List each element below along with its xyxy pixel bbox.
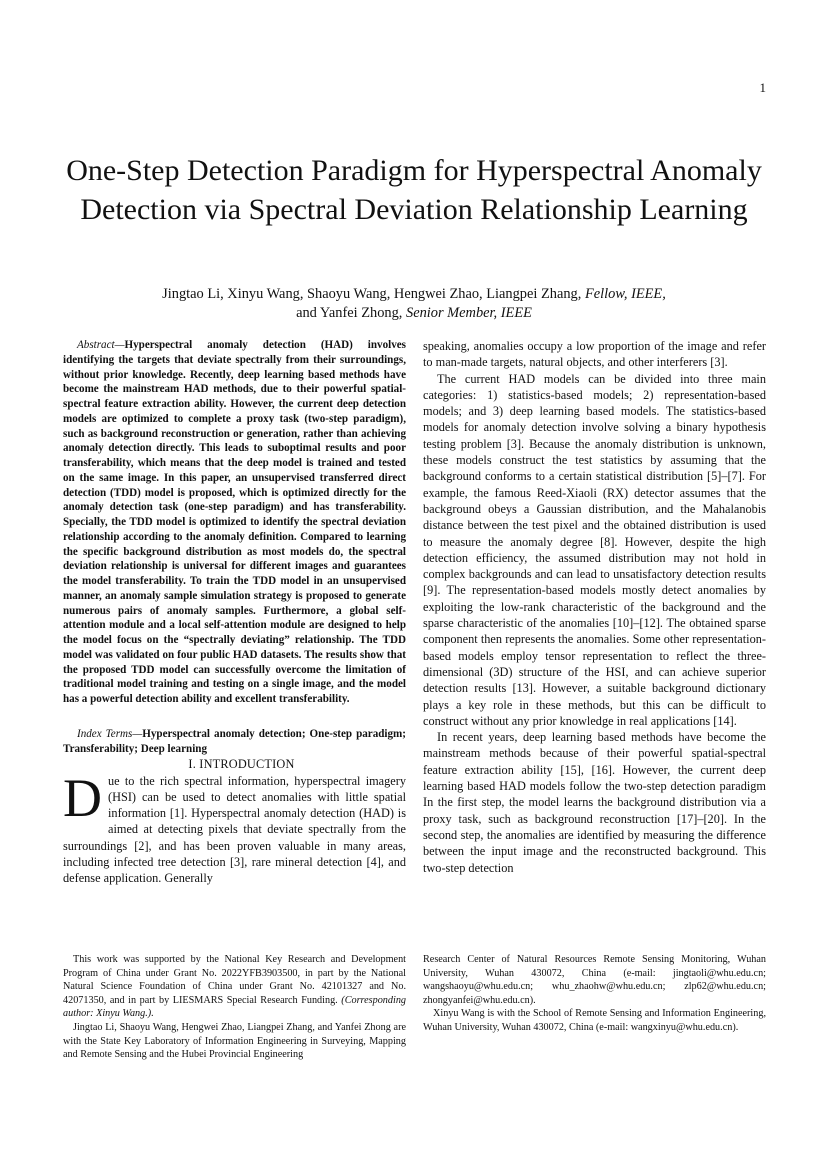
footnote-affiliation-continued: Research Center of Natural Resources Remote Sensing Monitoring, Wuhan University, Wuhan 430072, China (e-mail: jingtaoli@whu.edu.cn; wangshaoyu@whu.edu.cn; whu_zhaohw@whu.edu.cn; zlp62@whu.edu.cn; zhongyanfei@whu.edu.cn). [423,954,766,1006]
footnote-right [423,953,766,1035]
intro-paragraph-1 [63,767,406,887]
corresponding-author: (Corresponding author: Xinyu Wang.). [63,994,407,1020]
author-title-line2: Senior Member, IEEE [406,305,532,321]
author-names-line1: Jingtao Li, Xinyu Wang, Shaoyu Wang, Hengwei Zhao, Liangpei Zhang, [162,286,582,302]
right-column [423,338,766,876]
paper-title: One-Step Detection Paradigm for Hyperspectral Anomaly Detection via Spectral Deviation Relationship Learning [66,154,762,226]
abstract-lead: Abstract— [77,339,125,351]
author-block [60,285,768,323]
abstract [63,338,406,707]
abstract-text: Hyperspectral anomaly detection (HAD) involves identifying the targets that deviate spectrally from their surroundings, without prior knowledge. Recently, deep learning based methods have become the mainstream HAD methods, due to their powerful spatial-spectral feature extraction ability. However, the current deep detection models are optimized to complete a proxy task (two-step paradigm), such as background reconstruction or generation, rather than achieving anomaly detection directly. This leads to suboptimal results and poor transferability, which means that the deep model is trained and tested on the same image. In this paper, an unsupervised transferred direct detection (TDD) model is proposed, which is optimized directly for the anomaly detection task (one-step paradigm) and has transferability. Specially, the TDD model is optimized to identify the spectral deviation relationship according to the anomaly definition. Compared to learning the specific background distribution as most models do, the spectral deviation relationship is universal for different images and guarantees the model transferability. To train the TDD model in an unsupervised manner, an anomaly sample simulation strategy is proposed to generate numerous pairs of anomaly samples. Furthermore, a global self-attention module and a local self-attention module are designed to help the model focus on the “spectrally deviating” relationship. The TDD model was validated on four public HAD datasets. The results show that the proposed TDD model can successfully overcome the limitation of traditional model training and testing on a single image, and the model has a powerful detection ability and excellent transferability. [63,339,406,705]
intro-paragraph-1-text: ue to the rich spectral information, hyperspectral imagery (HSI) can be used to detect anomalies with little spatial information [1]. Hyperspectral anomaly detection (HAD) is aimed at detecting pixels that deviate spectrally from the surroundings [2], and has been proven valuable in many areas, including infected tree detection [3], rare mineral detection [4], and defense application. Generally [63,773,406,886]
footnote-affiliation-2: Xinyu Wang is with the School of Remote Sensing and Information Engineering, Wuhan University, Wuhan 430072, China (e-mail: wangxinyu@whu.edu.cn). [423,1008,766,1033]
section-heading-introduction: I. INTRODUCTION [188,757,295,772]
page-number: 1 [759,80,766,95]
footnote-affiliation: Jingtao Li, Shaoyu Wang, Hengwei Zhao, Liangpei Zhang, and Yanfei Zhong are with the State Key Laboratory of Information Engineering in Surveying, Mapping and Remote Sensing and the Hubei Provincial Engineering [63,1021,406,1061]
index-terms-lead: Index Terms— [77,727,143,740]
intro-paragraph-2: The current HAD models can be divided into three main categories: 1) statistics-based models; 2) representation-based models; and 3) deep learning based models. The statistics-based models for anomaly detection involve solving a binary hypothesis testing problem [3]. Because the anomaly distribution is unknown, these models construct the test statistics by assuming that the background conforms to a certain statistical distribution [5]–[7]. For example, the famous Reed-Xiaoli (RX) detector assumes that the background obeys a Gaussian distribution, and the Mahalanobis distance between the test pixel and the obtained distribution is used to measure the anomaly degree [8]. However, despite the high detection efficiency, the assumed distribution may not hold in complex backgrounds and can lead to unsatisfactory detection results [9]. The representation-based models mostly detect anomalies by exploiting the low-rank characteristic of the background and the sparse characteristic of the anomalies [10]–[12]. The obtained sparse component then represents the anomalies. Some other representation-based models employ tensor representation to reflect the three-dimensional (3D) structure of the HSI, and can achieve superior detection results [13]. However, a suitable background dictionary plays a key role in these methods, but this can be difficult to construct without any prior knowledge in real applications [14]. [423,371,766,728]
author-title-line1: Fellow, IEEE, [584,286,666,302]
left-column [63,338,406,887]
index-terms-text: Hyperspectral anomaly detection; One-step paradigm; Transferability; Deep learning [63,727,406,755]
author-names-line2: and Yanfei Zhong, [296,305,403,321]
footnote-left [63,953,406,1062]
footnote-funding: This work was supported by the National Key Research and Development Program of China under Grant No. 2022YFB3903500, in part by the National Natural Science Foundation of China under Grant No. 42101327 and No. 42071350, and in part by LIESMARS Special Research Funding. (Corresponding author: Xinyu Wang.). [63,954,407,1020]
intro-paragraph-1-continued: speaking, anomalies occupy a low proportion of the image and refer to man-made targets, natural objects, and other interferers [3]. [423,339,766,370]
drop-cap: D [63,767,102,828]
index-terms [63,727,406,757]
intro-paragraph-3: In recent years, deep learning based methods have become the mainstream methods because of their powerful spatial-spectral feature extraction ability [15], [16]. However, the current deep learning based HAD models follow the two-step detection paradigm In the first step, the model learns the background distribution via a proxy task, such as background reconstruction [17]–[20]. In the second step, the anomalies are identified by measuring the difference between the input image and the reconstructed background. This two-step detection [423,730,766,875]
